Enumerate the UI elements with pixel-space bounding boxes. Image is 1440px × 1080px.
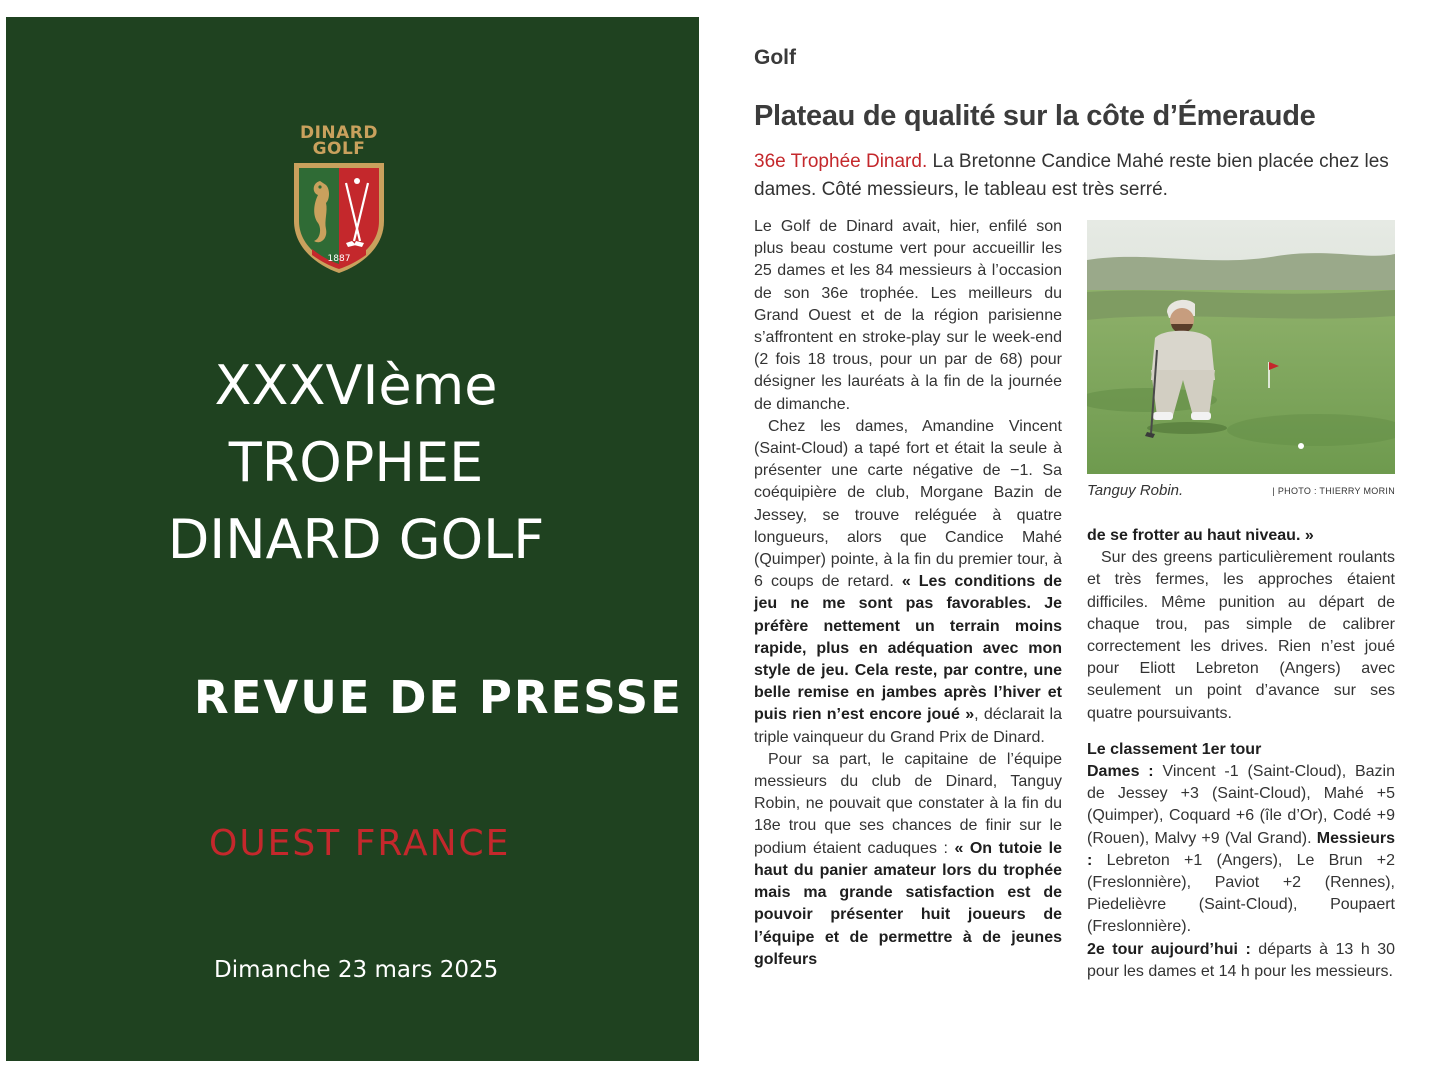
golfer-photo-illustration [1087, 220, 1395, 474]
logo-line-1: DINARD [299, 123, 379, 143]
article-photo [1087, 220, 1395, 474]
photo-credit: | PHOTO : THIERRY MORIN [1272, 486, 1395, 496]
article-kicker: 36e Trophée Dinard. [754, 151, 928, 172]
photo-caption [1087, 482, 1395, 499]
article-paragraph-1: Le Golf de Dinard avait, hier, enfilé son plus beau costume vert pour accueillir les 25 dames et les 84 messieurs à l’occasion de son 36e trophée. Les meilleurs du Grand Ouest et de la région parisienne s’affrontent en stroke-play sur le week-end (2 fois 18 trous, pour un par de 68) pour désigner les lauréats à la fin de la journée de dimanche. [754, 218, 1062, 413]
quote-robin-end [1087, 525, 1395, 547]
source-newspaper: OUEST FRANCE [209, 823, 511, 864]
publication-date: Dimanche 23 mars 2025 [214, 957, 499, 983]
photo-caption-name: Tanguy Robin. [1087, 482, 1184, 499]
paragraph-3-text: Pour sa part, le capitaine de l’équipe messieurs du club de Dinard, Tanguy Robin, ne pouvait que constater à la fin du 18e trou que ses chances de finir sur le podium étaient caduques : [754, 750, 1062, 857]
article-lead-text: La Bretonne Candice Mahé reste bien placée chez les dames. Côté messieurs, le tableau est très serré. [754, 151, 1389, 200]
article-paragraph-3 [754, 749, 1062, 971]
logo-year: 1887 [327, 254, 351, 264]
logo-text [289, 125, 389, 157]
second-round-info [1087, 939, 1395, 983]
golf-crest-icon [290, 159, 388, 275]
article-column-left [754, 216, 1062, 971]
dinard-golf-logo [289, 125, 389, 275]
ranking-dames: Vincent -1 (Saint-Cloud), Bazin de Jessey +3 (Saint-Cloud), Mahé +5 (Quimper), Coquard +6 (île d’Or), Codé +9 (Rouen), Malvy +9 (Val Grand). [1087, 763, 1396, 847]
quote-robin-end-text: de se frotter au haut niveau. » [1087, 527, 1314, 544]
ranking-results [1087, 761, 1395, 939]
ranking-title: Le classement 1er tour [1087, 740, 1262, 758]
paragraph-2-text: Chez les dames, Amandine Vincent (Saint-Cloud) a tapé fort et était la seule à présenter une carte négative de −1. Sa coéquipière de club, Morgane Bazin de Jessey, se trouve reléguée à quatre longueurs, alors que Candice Mahé (Quimper) pointe, à la fin du premier tour, à 6 coups de retard. [754, 417, 1062, 591]
article-lead [754, 148, 1394, 204]
ranking-dames-label: Dames : [1087, 763, 1154, 781]
press-clipping [718, 36, 1418, 1046]
title-line-edition: XXXVIème [214, 354, 498, 417]
second-round-text: départs à 13 h 30 pour les dames et 14 h pour les messieurs. [1087, 940, 1395, 980]
title-line-dinard-golf: DINARD GOLF [167, 508, 545, 571]
revue-de-presse-heading: REVUE DE PRESSE [194, 671, 683, 724]
paragraph-2-end: , déclarait la triple vainqueur du Grand Prix de Dinard. [754, 706, 1063, 746]
ranking-messieurs-label: Messieurs : [1087, 829, 1395, 869]
cover-panel [6, 17, 699, 1061]
article-rubric: Golf [754, 46, 796, 69]
trophy-title [6, 347, 706, 578]
logo-line-2: GOLF [312, 139, 366, 159]
quote-robin: « On tutoie le haut du panier amateur lors du trophée mais ma grande satisfaction est de pouvoir présenter huit joueurs de l’équipe et de permettre à de jeunes golfeurs [754, 839, 1063, 968]
article-column-right [1087, 525, 1395, 983]
article-paragraph-4: Sur des greens particulièrement roulants et très fermes, les approches étaient difficiles. Même punition au départ de chaque trou, pas simple de calibrer correctement les drives. Rien n’est joué pour Eliott Lebreton (Angers) avec seulement un point d’avance sur ses quatre poursuivants. [1087, 549, 1395, 722]
article-headline: Plateau de qualité sur la côte d’Émeraude [754, 100, 1316, 132]
title-line-trophee: TROPHEE [228, 431, 484, 494]
article-paragraph-2 [754, 416, 1062, 749]
quote-mahe: « Les conditions de jeu ne me sont pas favorables. Je préfère nettement un terrain moins rapide, plus en adéquation avec mon style de jeu. Cela reste, par contre, une belle remise en jambes après l’hiver et puis rien n’est encore joué » [754, 573, 1062, 724]
second-round-label: 2e tour aujourd’hui : [1087, 940, 1251, 958]
ranking-messieurs: Lebreton +1 (Angers), Le Brun +2 (Freslonnière), Paviot +2 (Rennes), Piedelièvre (Saint-Cloud), Poupaert (Freslonnière). [1087, 851, 1395, 936]
